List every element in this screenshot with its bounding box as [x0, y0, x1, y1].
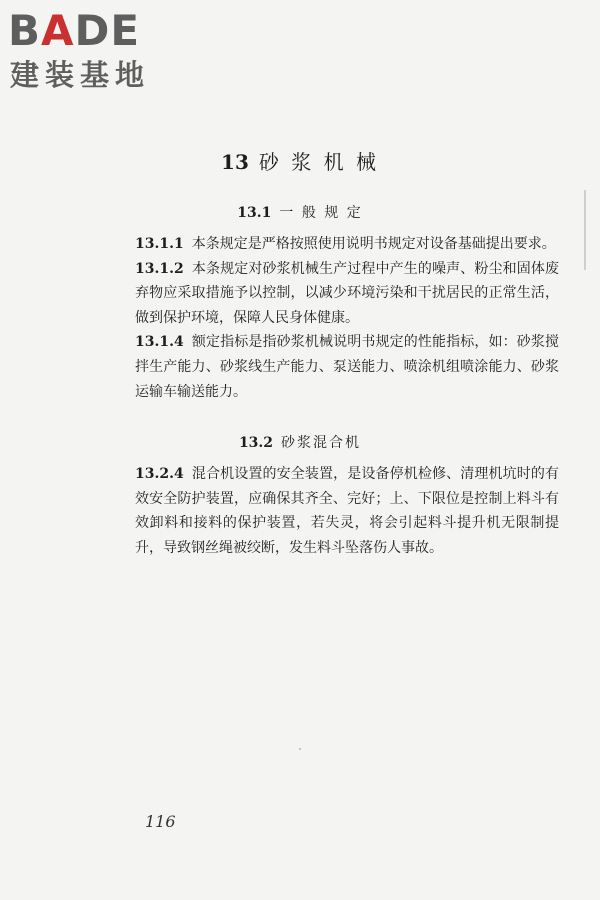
clause-text: 本条规定对砂浆机械生产过程中产生的噪声、粉尘和固体废弃物应采取措施予以控制，以减少环境污染和干扰居民的正常生活，做到保护环境，保障人民身体健康。 — [135, 260, 559, 326]
page-number: 116 — [145, 812, 176, 831]
clause-paragraph — [135, 232, 559, 257]
logo-accent-letter: A — [41, 6, 75, 55]
logo-subtitle: 建装基地 — [10, 58, 151, 92]
section-heading — [0, 202, 600, 222]
chapter-title — [0, 146, 600, 175]
chapter-title-text: 砂 浆 机 械 — [258, 150, 379, 174]
clause-paragraph — [135, 462, 559, 560]
clause-number: 13.1.4 — [135, 334, 184, 351]
section-body — [135, 232, 559, 404]
chapter-number: 13 — [221, 150, 249, 174]
clause-number: 13.1.1 — [135, 236, 184, 252]
clause-number: 13.2.4 — [135, 466, 184, 482]
section-body — [135, 462, 559, 560]
section-number: 13.1 — [237, 205, 272, 221]
section-title-text: 一 般 规 定 — [279, 205, 363, 221]
section-number: 13.2 — [238, 435, 274, 451]
clause-paragraph — [135, 330, 559, 404]
clause-text: 本条规定是严格按照使用说明书规定对设备基础提出要求。 — [191, 236, 556, 252]
clause-text: 混合机设置的安全装置，是设备停机检修、清理机坑时的有效安全防护装置，应确保其齐全、完好；上、下限位是控制上料斗有效卸料和接料的保护装置，若失灵，将会引起料斗提升机无限制提升，导致钢丝绳被绞断，发生料斗坠落伤人事故。 — [135, 466, 559, 556]
brand-logo — [8, 6, 178, 96]
section-heading — [0, 432, 600, 452]
scan-speck — [299, 748, 301, 750]
clause-number: 13.1.2 — [135, 260, 184, 277]
clause-text: 额定指标是指砂浆机械说明书规定的性能指标，如：砂浆搅拌生产能力、砂浆线生产能力、泵送能力、喷涂机组喷涂能力、砂浆运输车输送能力。 — [135, 334, 559, 400]
logo-wordmark: BADE — [8, 6, 141, 55]
clause-paragraph — [135, 257, 559, 331]
section-title-text: 砂浆混合机 — [281, 435, 362, 451]
